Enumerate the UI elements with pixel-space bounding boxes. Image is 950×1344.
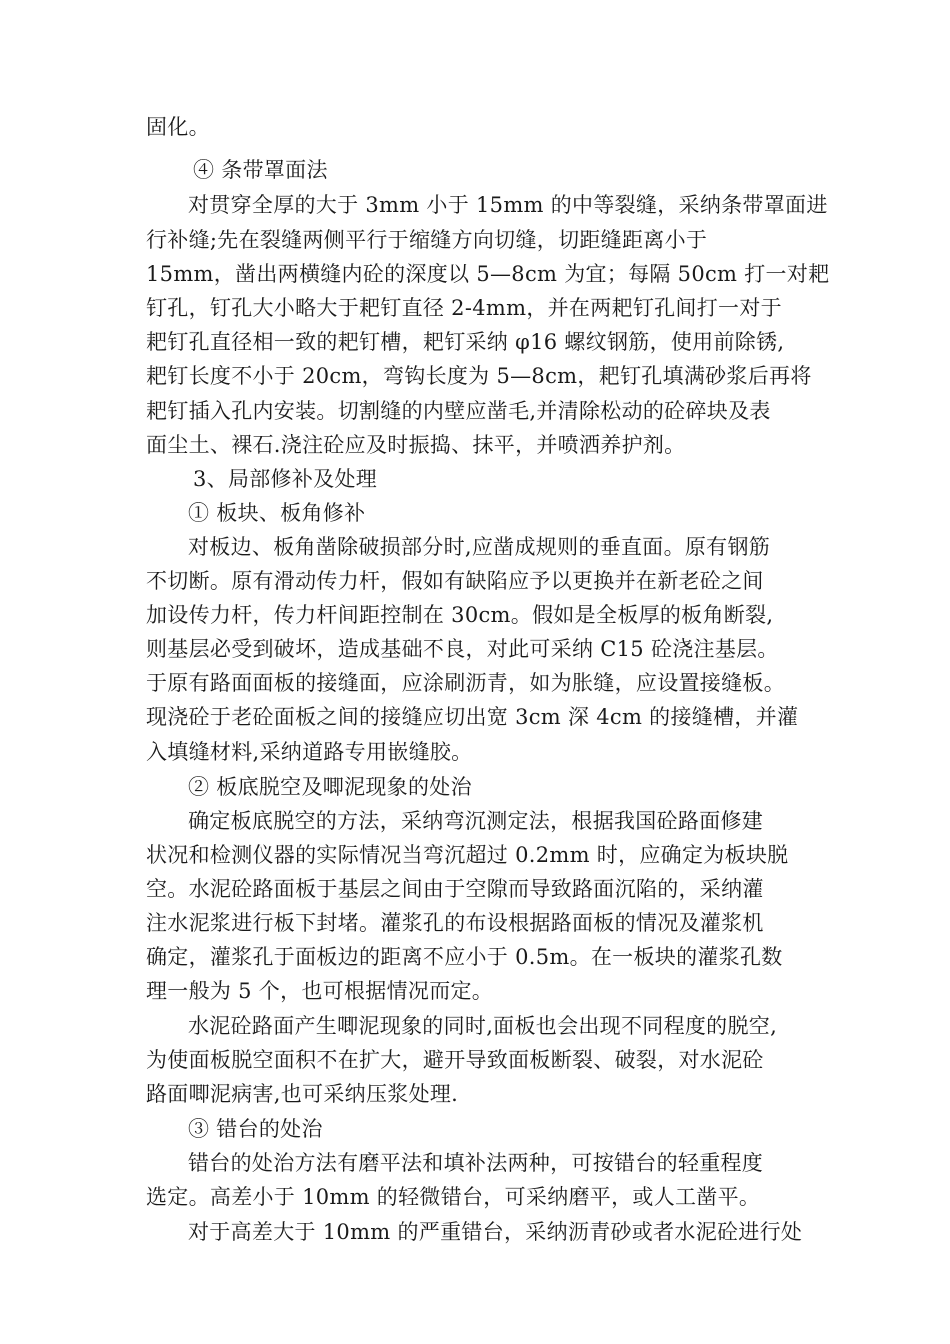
paragraph-line: 空。水泥砼路面板于基层之间由于空隙而导致路面沉陷的，采纳灌 — [146, 877, 764, 901]
section-heading: ④ 条带罩面法 — [193, 158, 328, 182]
section-heading: ② 板底脱空及唧泥现象的处治 — [188, 775, 472, 799]
paragraph-line: 不切断。原有滑动传力杆，假如有缺陷应予以更换并在新老砼之间 — [146, 569, 764, 593]
paragraph-line: 对于高差大于 10mm 的严重错台，采纳沥青砂或者水泥砼进行处 — [188, 1220, 803, 1244]
paragraph-line: 选定。高差小于 10mm 的轻微错台，可采纳磨平，或人工凿平。 — [146, 1185, 761, 1209]
paragraph-line: 状况和检测仪器的实际情况当弯沉超过 0.2mm 时，应确定为板块脱 — [146, 843, 789, 867]
paragraph-line: 确定板底脱空的方法，采纳弯沉测定法，根据我国砼路面修建 — [188, 809, 764, 833]
paragraph-line: 注水泥浆进行板下封堵。灌浆孔的布设根据路面板的情况及灌浆机 — [146, 911, 764, 935]
paragraph-line: 加设传力杆，传力杆间距控制在 30cm。假如是全板厚的板角断裂, — [146, 603, 774, 627]
paragraph-line: 钉孔，钉孔大小略大于耙钉直径 2-4mm，并在两耙钉孔间打一对于 — [146, 296, 782, 320]
paragraph-line: 行补缝;先在裂缝两侧平行于缩缝方向切缝，切距缝距离小于 — [146, 228, 708, 252]
section-heading: 3、局部修补及处理 — [193, 467, 378, 491]
paragraph-line: 于原有路面面板的接缝面，应涂刷沥青，如为胀缝，应设置接缝板。 — [146, 671, 785, 695]
paragraph-line: 15mm，凿出两横缝内砼的深度以 5—8cm 为宜；每隔 50cm 打一对耙 — [146, 262, 830, 286]
section-heading: ① 板块、板角修补 — [188, 501, 366, 525]
paragraph-line: 对贯穿全厚的大于 3mm 小于 15mm 的中等裂缝，采纳条带罩面进 — [188, 193, 828, 217]
paragraph-line: 水泥砼路面产生唧泥现象的同时,面板也会出现不同程度的脱空, — [188, 1014, 778, 1038]
paragraph-line: 现浇砼于老砼面板之间的接缝应切出宽 3cm 深 4cm 的接缝槽，并灌 — [146, 705, 799, 729]
paragraph-line: 理一般为 5 个，也可根据情况而定。 — [146, 979, 494, 1003]
section-heading: ③ 错台的处治 — [188, 1117, 323, 1141]
paragraph-line: 固化。 — [146, 115, 210, 139]
paragraph-line: 路面唧泥病害,也可采纳压浆处理. — [146, 1082, 459, 1106]
paragraph-line: 耙钉长度不小于 20cm，弯钩长度为 5—8cm，耙钉孔填满砂浆后再将 — [146, 364, 812, 388]
paragraph-line: 则基层必受到破坏，造成基础不良，对此可采纳 C15 砼浇注基层。 — [146, 637, 779, 661]
paragraph-line: 入填缝材料,采纳道路专用嵌缝胶。 — [146, 740, 473, 764]
paragraph-line: 耙钉插入孔内安装。切割缝的内壁应凿毛,并清除松动的砼碎块及表 — [146, 399, 771, 423]
paragraph-line: 耙钉孔直径相一致的耙钉槽，耙钉采纳 φ16 螺纹钢筋，使用前除锈, — [146, 330, 785, 354]
paragraph-line: 错台的处治方法有磨平法和填补法两种，可按错台的轻重程度 — [188, 1151, 764, 1175]
paragraph-line: 确定，灌浆孔于面板边的距离不应小于 0.5m。在一板块的灌浆孔数 — [146, 945, 783, 969]
paragraph-line: 为使面板脱空面积不在扩大，避开导致面板断裂、破裂，对水泥砼 — [146, 1048, 764, 1072]
paragraph-line: 面尘土、裸石.浇注砼应及时振捣、抹平，并喷洒养护剂。 — [146, 433, 686, 457]
paragraph-line: 对板边、板角凿除破损部分时,应凿成规则的垂直面。原有钢筋 — [188, 535, 771, 559]
